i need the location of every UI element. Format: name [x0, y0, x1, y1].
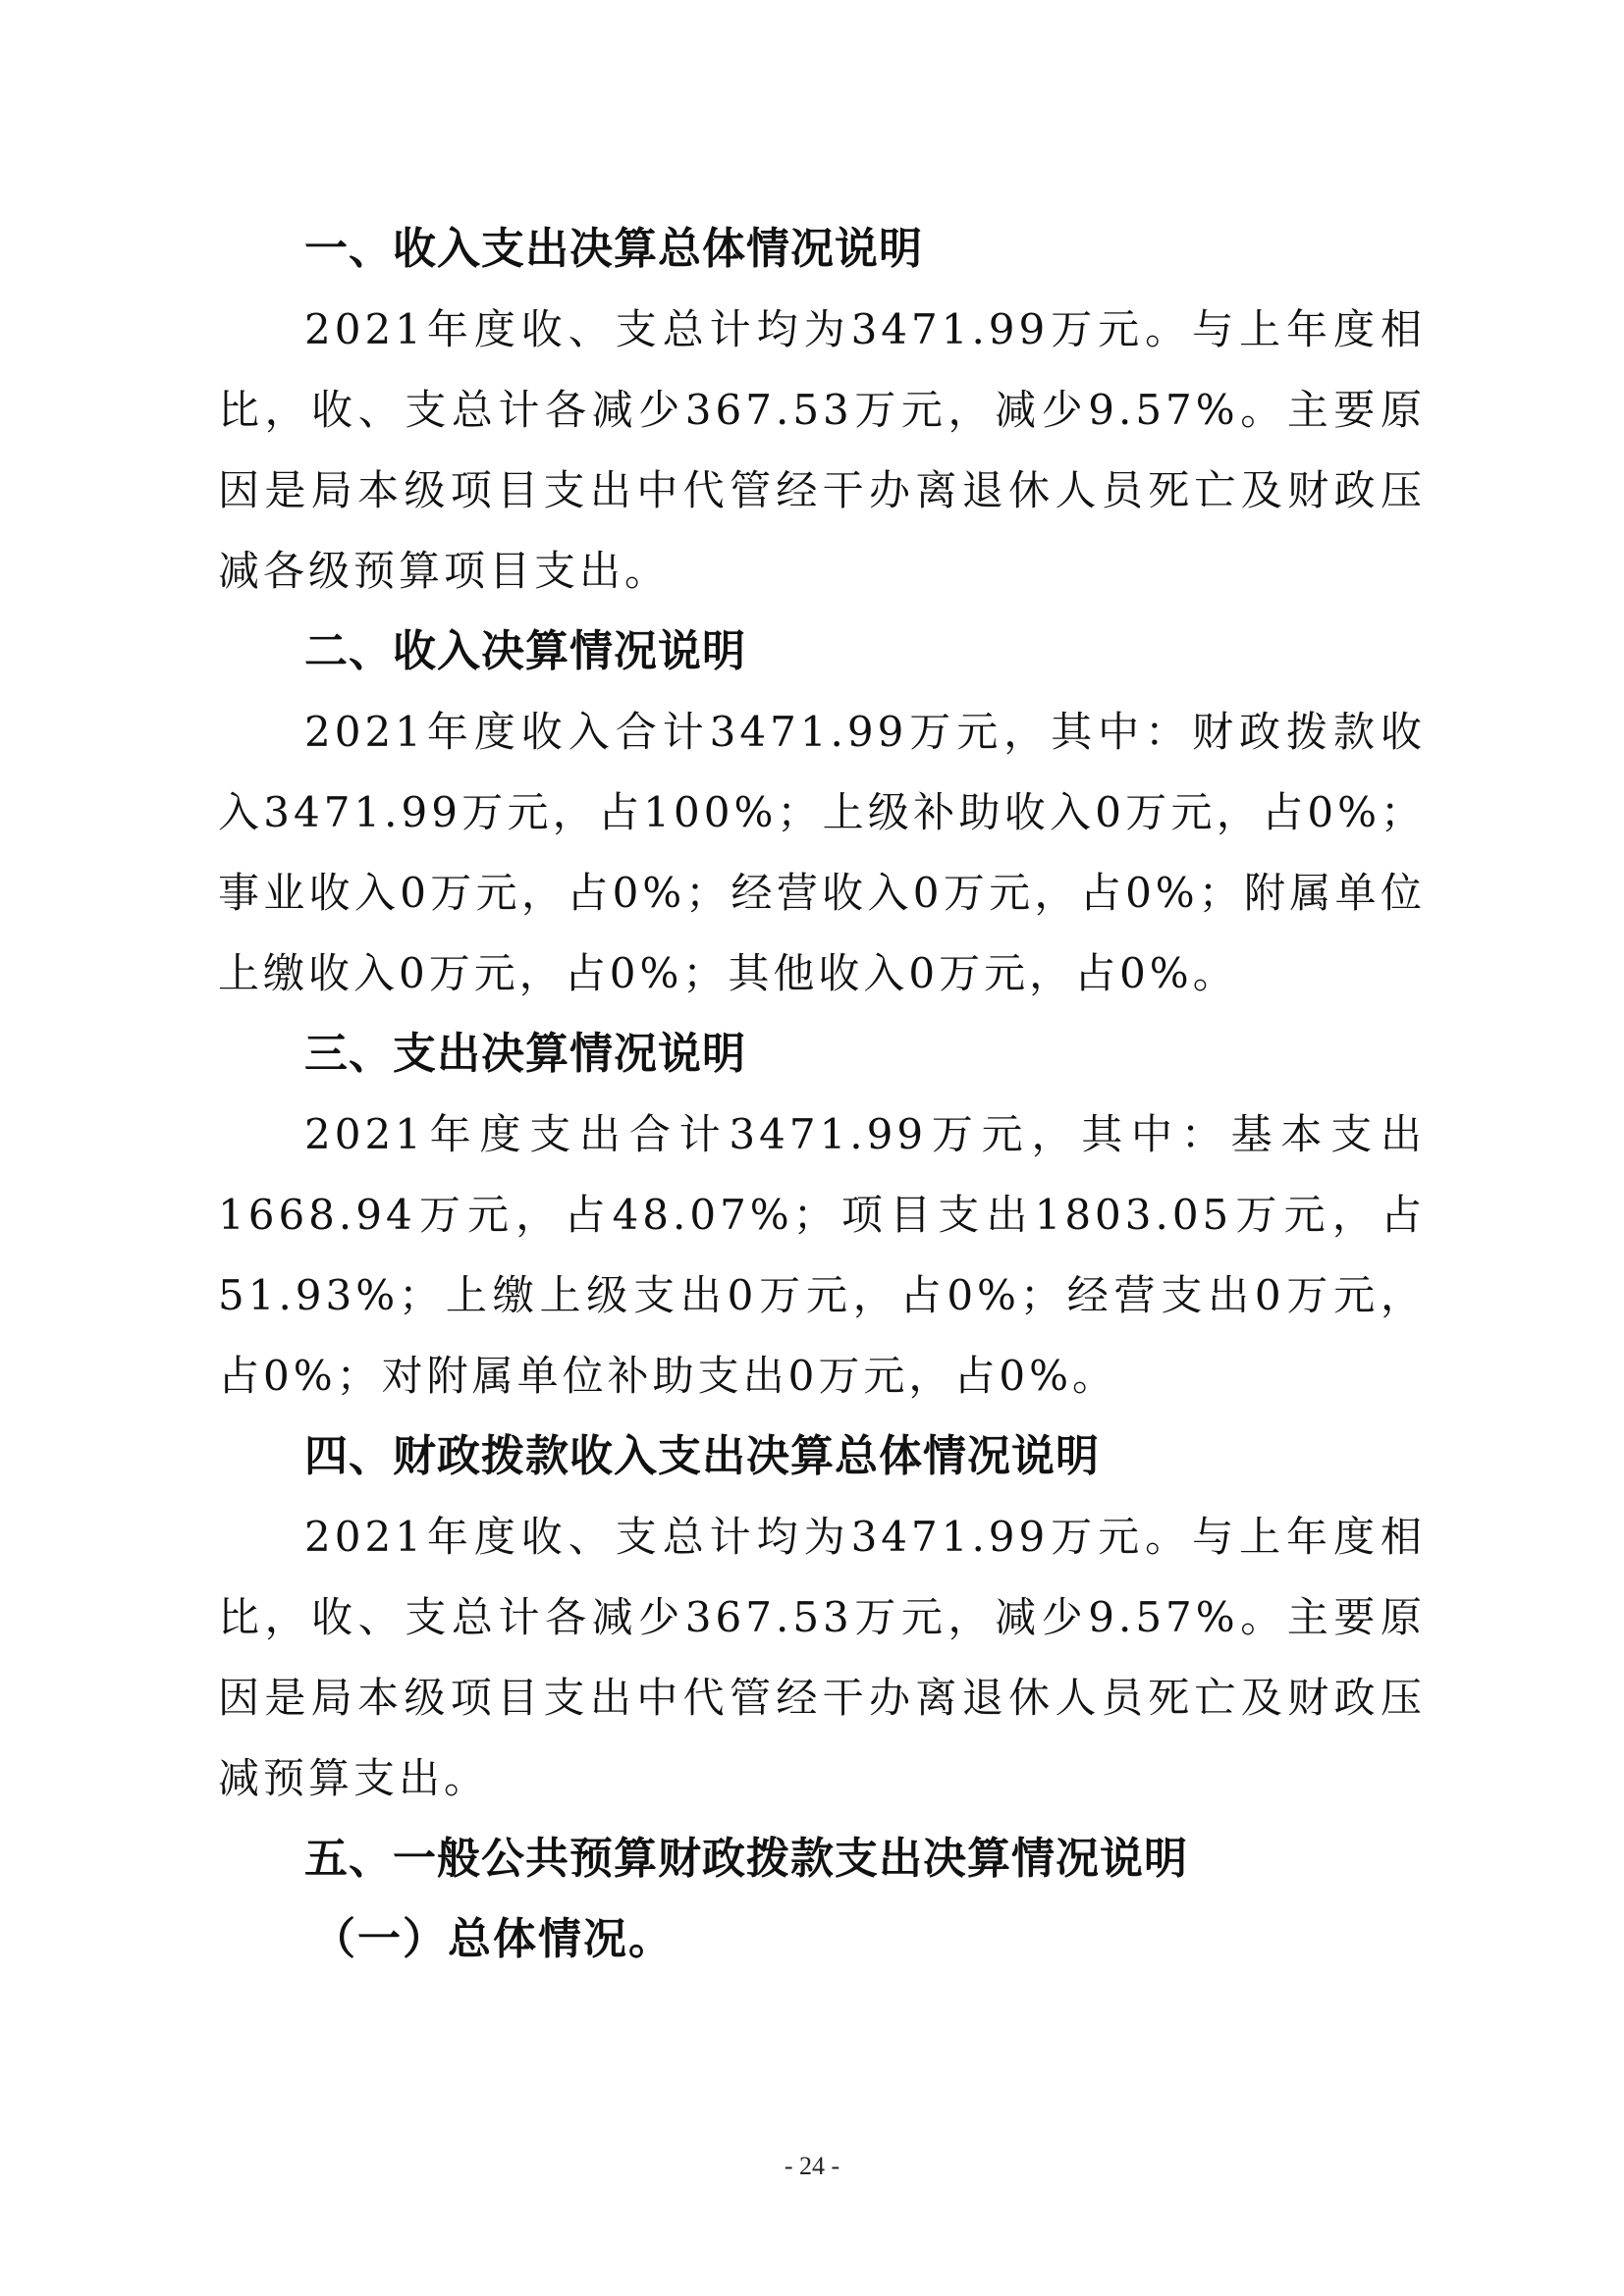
document-content	[218, 209, 1426, 1980]
section-heading-3: 三、支出决算情况说明	[304, 1029, 746, 1079]
section-heading-4: 四、财政拨款收入支出决算总体情况说明	[304, 1431, 1100, 1481]
section-body-1: 2021年度收、支总计均为3471.99万元。与上年度相比，收、支总计各减少367.53万元，减少9.57%。主要原因是局本级项目支出中代管经干办离退休人员死亡及财政压减各级预算项目支出。	[218, 305, 1426, 595]
section-body-2: 2021年度收入合计3471.99万元，其中：财政拨款收入3471.99万元，占100%；上级补助收入0万元，占0%；事业收入0万元，占0%；经营收入0万元，占0%；附属单位上缴收入0万元，占0%；其他收入0万元，占0%。	[218, 708, 1426, 997]
subsection-heading: （一）总体情况。	[312, 1914, 674, 1964]
page-number: - 24 -	[784, 2152, 840, 2180]
section-body-3: 2021年度支出合计3471.99万元，其中：基本支出1668.94万元，占48.07%；项目支出1803.05万元，占51.93%；上缴上级支出0万元，占0%；经营支出0万元，占0%；对附属单位补助支出0万元，占0%。	[218, 1110, 1426, 1400]
section-heading-5: 五、一般公共预算财政拨款支出决算情况说明	[304, 1834, 1188, 1884]
section-heading-1: 一、收入支出决算总体情况说明	[304, 224, 923, 274]
section-body-4: 2021年度收、支总计均为3471.99万元。与上年度相比，收、支总计各减少367.53万元，减少9.57%。主要原因是局本级项目支出中代管经干办离退休人员死亡及财政压减预算支出。	[218, 1513, 1426, 1802]
section-heading-2: 二、收入决算情况说明	[304, 626, 746, 676]
